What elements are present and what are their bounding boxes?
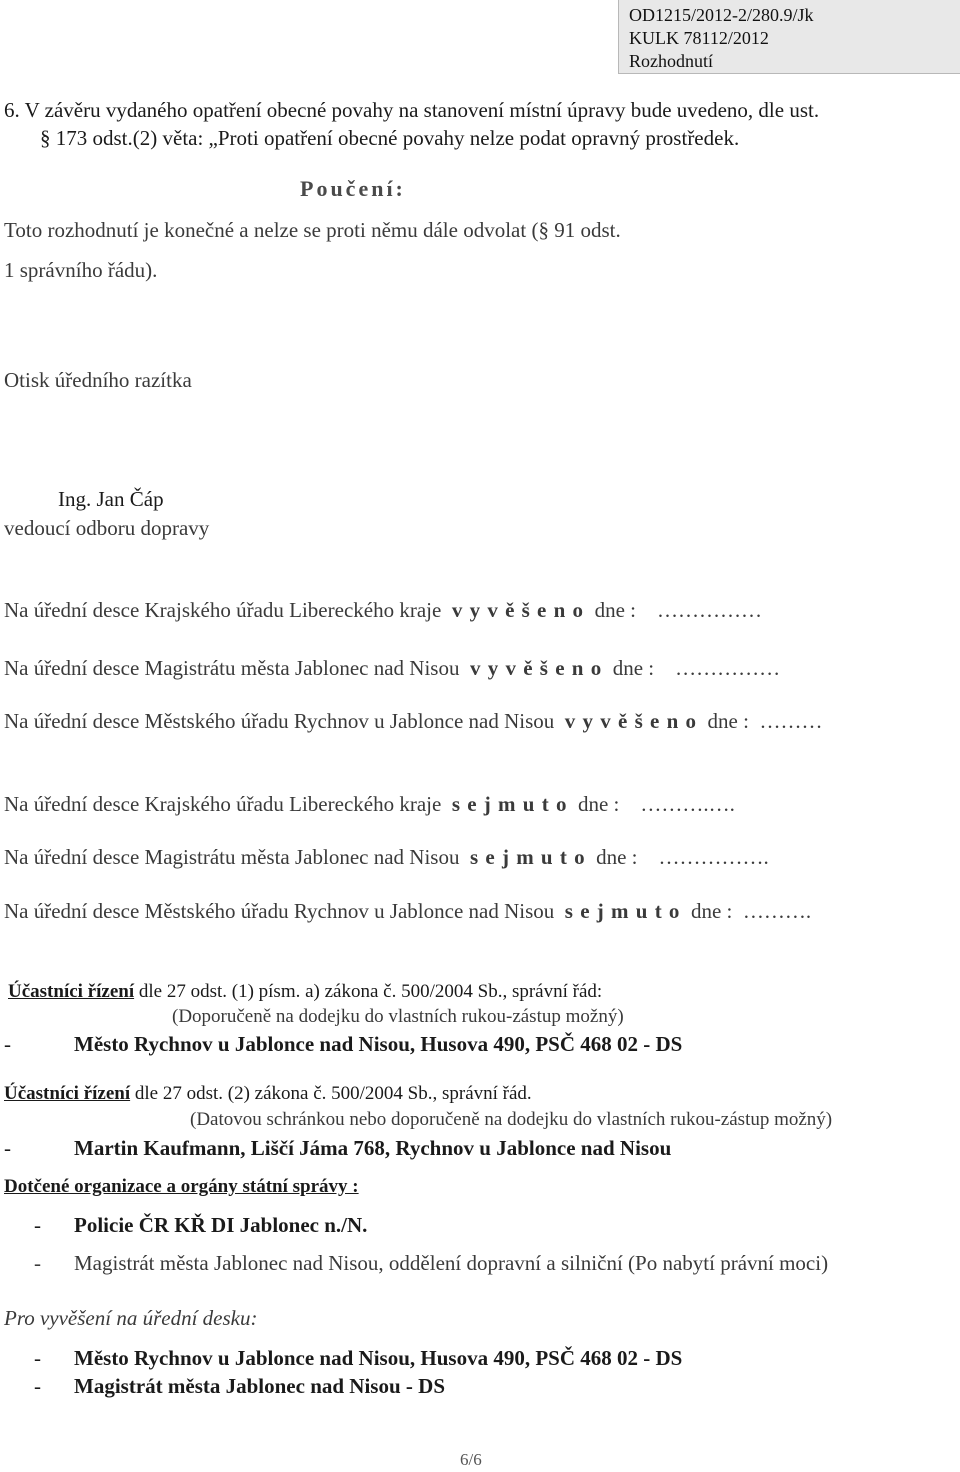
instruction-line-1: Toto rozhodnutí je konečné a nelze se proti němu dále odvolat (§ 91 odst. bbox=[4, 218, 621, 242]
stamp-label: Otisk úředního razítka bbox=[4, 368, 192, 392]
instruction-heading: Poučení: bbox=[300, 176, 406, 201]
board-item-rychnov: - Město Rychnov u Jablonce nad Nisou, Husova 490, PSČ 468 02 - DS bbox=[34, 1346, 683, 1370]
removal-notice-regional: Na úřední desce Krajského úřadu Libereckého kraje s e j m u t o dne : ……….…. bbox=[4, 792, 735, 816]
posting-notice-municipal: Na úřední desce Městského úřadu Rychnov u Jablonce nad Nisou v y v ě š e n o dne : ……… bbox=[4, 709, 823, 733]
signatory-role: vedoucí odboru dopravy bbox=[4, 516, 210, 540]
file-number: KULK 78112/2012 bbox=[629, 28, 769, 48]
instruction-line-2: 1 správního řádu). bbox=[4, 258, 158, 282]
organization-item-magistrate: - Magistrát města Jablonec nad Nisou, oddělení dopravní a silniční (Po nabytí právní moci) bbox=[34, 1251, 829, 1275]
board-heading: Pro vyvěšení na úřední desku: bbox=[4, 1306, 258, 1330]
participants-2-item: - Martin Kaufmann, Liščí Jáma 768, Rychnov u Jablonce nad Nisou bbox=[4, 1136, 672, 1160]
paragraph-symbol: § bbox=[538, 218, 549, 242]
participants-2-heading: Účastníci řízení dle 27 odst. (2) zákona č. 500/2004 Sb., správní řád. bbox=[4, 1083, 532, 1104]
document-type: Rozhodnutí bbox=[629, 51, 713, 71]
reference-number: OD1215/2012-2/280.9/Jk bbox=[629, 5, 814, 25]
removal-notice-municipal: Na úřední desce Městského úřadu Rychnov u Jablonce nad Nisou s e j m u t o dne : ………. bbox=[4, 899, 812, 923]
participants-1-heading: Účastníci řízení dle 27 odst. (1) písm. a) zákona č. 500/2004 Sb., správní řád: bbox=[8, 981, 603, 1002]
participants-2-delivery-note: (Datovou schránkou nebo doporučeně na dodejku do vlastních rukou-zástup možný) bbox=[190, 1109, 833, 1130]
posting-notice-regional: Na úřední desce Krajského úřadu Libereckého kraje v y v ě š e n o dne : …………… bbox=[4, 598, 762, 622]
paragraph-symbol: § bbox=[40, 126, 51, 150]
organizations-heading: Dotčené organizace a orgány státní správy : bbox=[4, 1176, 359, 1197]
organization-item-police: - Policie ČR KŘ DI Jablonec n./N. bbox=[34, 1213, 368, 1237]
item-6-line-1: 6. V závěru vydaného opatření obecné povahy na stanovení místní úpravy bude uvedeno, dle ust. bbox=[4, 98, 820, 122]
item-6-line-2: § 173 odst.(2) věta: „Proti opatření obecné povahy nelze podat opravný prostředek. bbox=[40, 126, 740, 150]
participants-1-delivery-note: (Doporučeně na dodejku do vlastních rukou-zástup možný) bbox=[172, 1006, 624, 1027]
posting-notice-magistrate: Na úřední desce Magistrátu města Jablonec nad Nisou v y v ě š e n o dne : …………… bbox=[4, 656, 781, 680]
page-number: 6/6 bbox=[460, 1450, 482, 1469]
participants-1-item: - Město Rychnov u Jablonce nad Nisou, Husova 490, PSČ 468 02 - DS bbox=[4, 1032, 683, 1056]
signatory-name: Ing. Jan Čáp bbox=[58, 487, 164, 511]
removal-notice-magistrate: Na úřední desce Magistrátu města Jablonec nad Nisou s e j m u t o dne : ……………. bbox=[4, 845, 769, 869]
document-reference-box bbox=[618, 0, 960, 74]
board-item-jablonec: - Magistrát města Jablonec nad Nisou - DS bbox=[34, 1374, 445, 1398]
